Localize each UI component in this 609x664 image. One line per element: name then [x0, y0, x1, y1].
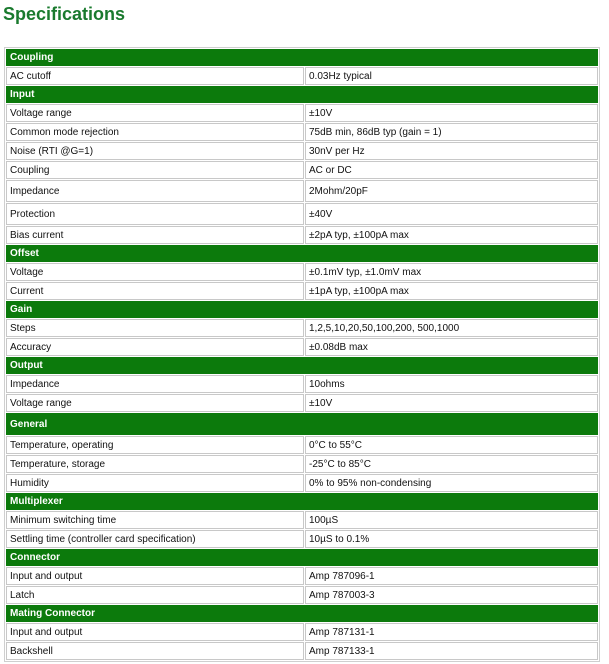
spec-label: Minimum switching time [6, 511, 304, 529]
spec-value: ±0.1mV typ, ±1.0mV max [305, 263, 598, 281]
spec-value: 75dB min, 86dB typ (gain = 1) [305, 123, 598, 141]
spec-value: ±10V [305, 394, 598, 412]
spec-row [6, 282, 598, 300]
spec-row [6, 67, 598, 85]
spec-value: ±10V [305, 104, 598, 122]
spec-value: 0% to 95% non-condensing [305, 474, 598, 492]
section-header-gain [6, 301, 598, 318]
spec-value: ±1pA typ, ±100pA max [305, 282, 598, 300]
section-header-label: Connector [6, 549, 598, 566]
spec-row [6, 642, 598, 660]
section-header-connector [6, 549, 598, 566]
section-header-label: General [6, 413, 598, 435]
spec-label: Steps [6, 319, 304, 337]
spec-row [6, 375, 598, 393]
spec-value: 30nV per Hz [305, 142, 598, 160]
spec-row [6, 530, 598, 548]
spec-label: Noise (RTI @G=1) [6, 142, 304, 160]
spec-label: AC cutoff [6, 67, 304, 85]
section-header-label: Gain [6, 301, 598, 318]
spec-row [6, 338, 598, 356]
spec-value: ±40V [305, 203, 598, 225]
section-header-offset [6, 245, 598, 262]
spec-label: Voltage range [6, 394, 304, 412]
section-header-multiplexer [6, 493, 598, 510]
spec-row [6, 104, 598, 122]
spec-label: Current [6, 282, 304, 300]
section-header-label: Output [6, 357, 598, 374]
specifications-table [4, 47, 600, 662]
spec-label: Common mode rejection [6, 123, 304, 141]
section-header-general [6, 413, 598, 435]
spec-row [6, 226, 598, 244]
spec-label: Temperature, operating [6, 436, 304, 454]
section-header-label: Mating Connector [6, 605, 598, 622]
spec-value: 1,2,5,10,20,50,100,200, 500,1000 [305, 319, 598, 337]
spec-row [6, 474, 598, 492]
spec-row [6, 142, 598, 160]
section-header-output [6, 357, 598, 374]
spec-row [6, 161, 598, 179]
section-header-coupling [6, 49, 598, 66]
spec-value: 10ohms [305, 375, 598, 393]
spec-label: Bias current [6, 226, 304, 244]
spec-value: Amp 787133-1 [305, 642, 598, 660]
spec-value: 0°C to 55°C [305, 436, 598, 454]
spec-label: Humidity [6, 474, 304, 492]
spec-label: Protection [6, 203, 304, 225]
spec-value: ±2pA typ, ±100pA max [305, 226, 598, 244]
spec-value: Amp 787131-1 [305, 623, 598, 641]
section-header-mating-connector [6, 605, 598, 622]
spec-label: Temperature, storage [6, 455, 304, 473]
spec-row [6, 436, 598, 454]
spec-row [6, 263, 598, 281]
spec-value: 0.03Hz typical [305, 67, 598, 85]
spec-row [6, 180, 598, 202]
spec-label: Accuracy [6, 338, 304, 356]
spec-row [6, 394, 598, 412]
spec-value: 2Mohm/20pF [305, 180, 598, 202]
page-title: Specifications [3, 4, 126, 24]
section-header-label: Multiplexer [6, 493, 598, 510]
spec-value: -25°C to 85°C [305, 455, 598, 473]
spec-label: Coupling [6, 161, 304, 179]
spec-label: Impedance [6, 180, 304, 202]
spec-row [6, 623, 598, 641]
section-header-label: Offset [6, 245, 598, 262]
spec-row [6, 586, 598, 604]
section-header-label: Input [6, 86, 598, 103]
spec-value: 100µS [305, 511, 598, 529]
spec-label: Input and output [6, 623, 304, 641]
spec-row [6, 123, 598, 141]
spec-value: ±0.08dB max [305, 338, 598, 356]
spec-label: Voltage [6, 263, 304, 281]
section-header-label: Coupling [6, 49, 598, 66]
spec-row [6, 319, 598, 337]
spec-row [6, 567, 598, 585]
spec-label: Backshell [6, 642, 304, 660]
spec-label: Settling time (controller card specification) [6, 530, 304, 548]
spec-row [6, 203, 598, 225]
spec-label: Voltage range [6, 104, 304, 122]
spec-label: Impedance [6, 375, 304, 393]
spec-value: Amp 787003-3 [305, 586, 598, 604]
spec-row [6, 511, 598, 529]
spec-value: 10µS to 0.1% [305, 530, 598, 548]
spec-value: AC or DC [305, 161, 598, 179]
section-header-input [6, 86, 598, 103]
spec-row [6, 455, 598, 473]
spec-label: Input and output [6, 567, 304, 585]
spec-label: Latch [6, 586, 304, 604]
spec-value: Amp 787096-1 [305, 567, 598, 585]
